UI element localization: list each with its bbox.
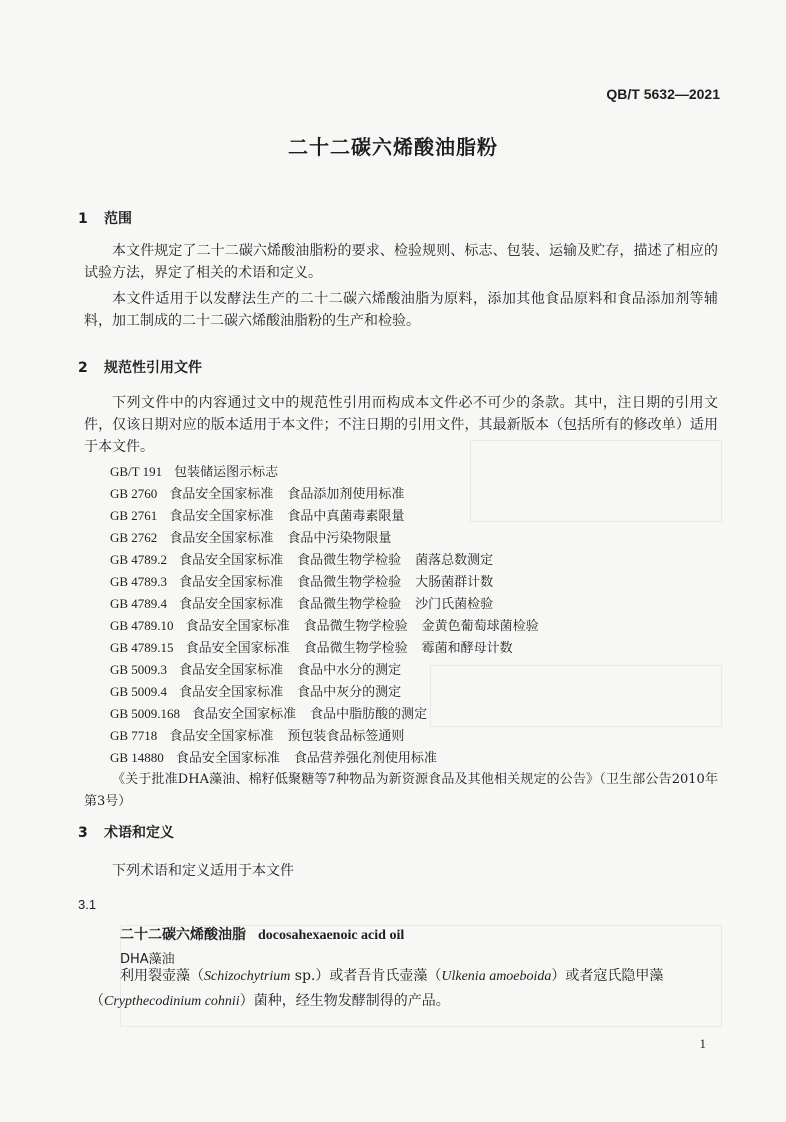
reference-item: GB 4789.4 食品安全国家标准 食品微生物学检验 沙门氏菌检验 (110, 596, 494, 612)
term-name-en: docosahexaenoic acid oil (258, 928, 405, 943)
terms-intro: 下列术语和定义适用于本文件 (112, 863, 294, 879)
reference-item: GB 14880 食品安全国家标准 食品营养强化剂使用标准 (110, 750, 437, 766)
reference-item: GB 5009.4 食品安全国家标准 食品中灰分的测定 (110, 684, 402, 700)
section-number: 2 (78, 360, 88, 376)
reference-item: GB 4789.15 食品安全国家标准 食品微生物学检验 霉菌和酵母计数 (110, 640, 513, 656)
reference-item: GB 4789.3 食品安全国家标准 食品微生物学检验 大肠菌群计数 (110, 574, 494, 590)
scope-paragraph-1: 本文件规定了二十二碳六烯酸油脂粉的要求、检验规则、标志、包装、运输及贮存，描述了相应的试验方法，界定了相关的术语和定义。 (84, 243, 718, 281)
scope-paragraph-2: 本文件适用于以发酵法生产的二十二碳六烯酸油脂为原料，添加其他食品原料和食品添加剂等辅料，加工制成的二十二碳六烯酸油脂粉的生产和检验。 (84, 291, 718, 329)
show-through-table (430, 665, 722, 727)
reference-item: GB 2761 食品安全国家标准 食品中真菌毒素限量 (110, 508, 405, 524)
reference-item: GB 7718 食品安全国家标准 预包装食品标签通则 (110, 728, 405, 744)
reference-item: GB 4789.10 食品安全国家标准 食品微生物学检验 金黄色葡萄球菌检验 (110, 618, 539, 634)
section-1-heading (78, 208, 132, 228)
term-name-zh: 二十二碳六烯酸油脂 (120, 927, 246, 943)
references-intro: 下列文件中的内容通过文中的规范性引用而构成本文件必不可少的条款。其中，注日期的引用文件，仅该日期对应的版本适用于本文件；不注日期的引用文件，其最新版本（包括所有的修改单）适用于本文件。 (84, 395, 718, 455)
document-title: 二十二碳六烯酸油脂粉 (288, 135, 498, 159)
reference-item: GB 4789.2 食品安全国家标准 食品微生物学检验 菌落总数测定 (110, 552, 494, 568)
reference-item: GB 2762 食品安全国家标准 食品中污染物限量 (110, 530, 392, 546)
section-title: 术语和定义 (104, 825, 174, 841)
reference-item: GB/T 191 包装储运图示标志 (110, 464, 279, 480)
section-number: 1 (78, 211, 88, 227)
reference-item: GB 2760 食品安全国家标准 食品添加剂使用标准 (110, 486, 405, 502)
section-number: 3 (78, 825, 88, 841)
section-title: 范围 (104, 211, 132, 227)
section-3-heading (78, 822, 174, 842)
term-synonym: DHA藻油 (120, 952, 175, 967)
term-definition: 利用裂壶藻（Schizochytrium sp.）或者吾肯氏壶藻（Ulkenia amoeboida）或者寇氏隐甲藻（Crypthecodinium cohnii）菌种，经生物发酵制得的产品。 (90, 968, 664, 1009)
term-heading (120, 924, 404, 944)
section-title: 规范性引用文件 (104, 360, 202, 376)
term-number: 3.1 (78, 897, 97, 912)
reference-item: GB 5009.168 食品安全国家标准 食品中脂肪酸的测定 (110, 706, 428, 722)
standard-code: QB/T 5632—2021 (606, 86, 720, 102)
section-2-heading (78, 357, 202, 377)
page-number: 1 (699, 1036, 706, 1051)
announcement-reference: 《关于批准DHA藻油、棉籽低聚糖等7种物品为新资源食品及其他相关规定的公告》（卫生部公告2010年第3号） (84, 772, 718, 809)
reference-item: GB 5009.3 食品安全国家标准 食品中水分的测定 (110, 662, 402, 678)
